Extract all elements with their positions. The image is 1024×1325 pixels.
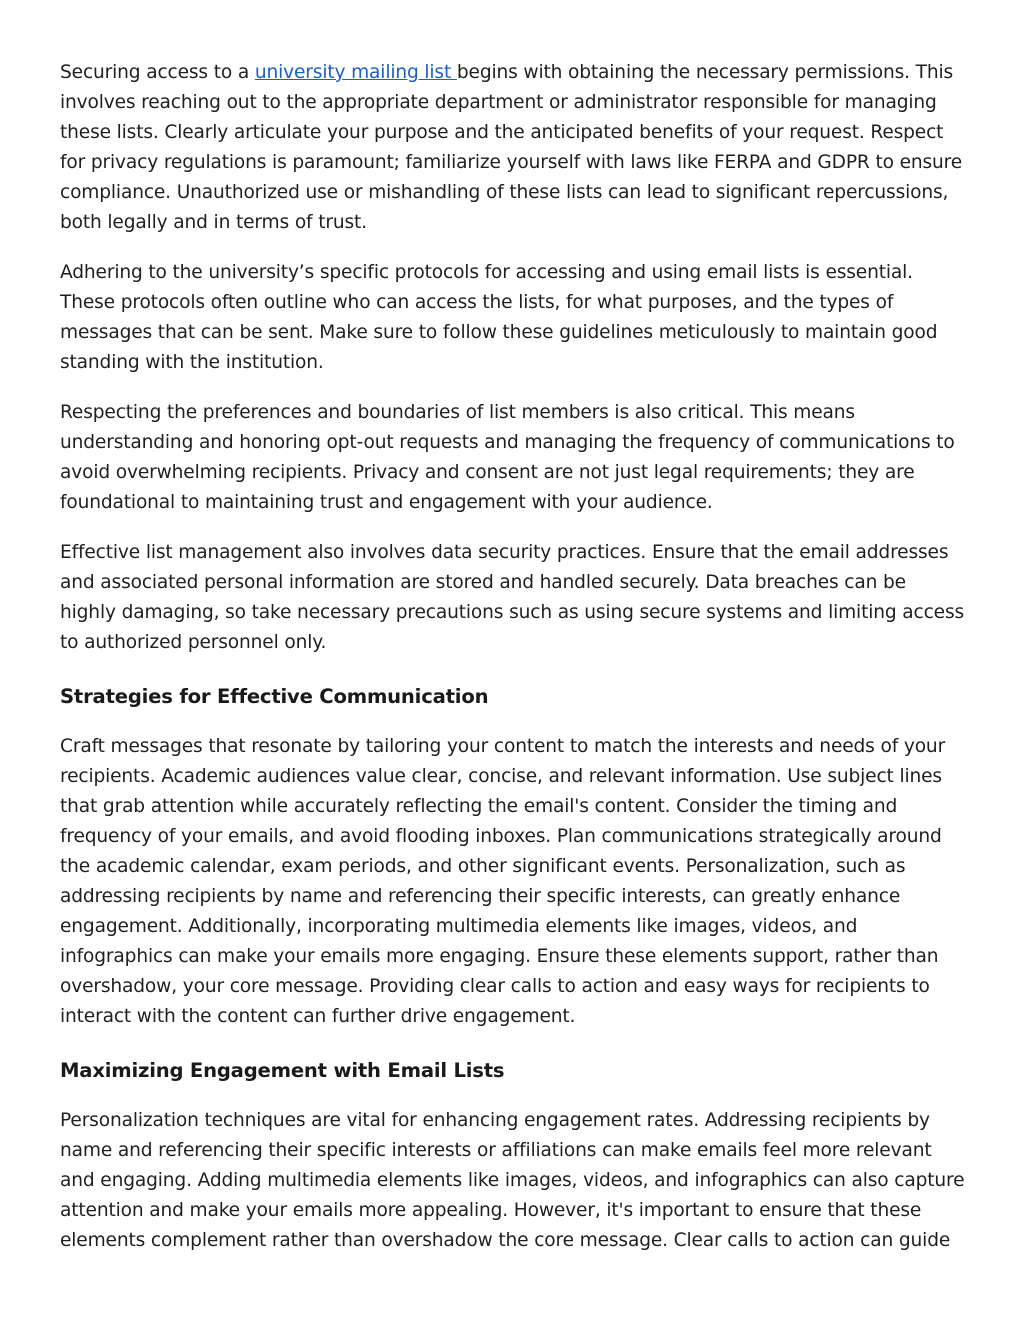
paragraph-protocols: Adhering to the university’s specific protocols for accessing and using email lists is essential. These protocols often outline who can access the lists, for what purposes, and the types of messages that can be sent. Make sure to follow these guidelines meticulously to maintain good standing with the institution. [60,262,938,373]
article-body [60,58,966,1276]
paragraph-preferences: Respecting the preferences and boundaries of list members is also critical. This means understanding and honoring opt-out requests and managing the frequency of communications to avoid overwhelming recipients. Privacy and consent are not just legal requirements; they are foundational to maintaining trust and engagement with your audience. [60,402,955,513]
heading-strategies: Strategies for Effective Communication [60,685,489,708]
paragraph-text: Securing access to a [60,62,255,83]
paragraph-craft-messages: Craft messages that resonate by tailoring your content to match the interests and needs of your recipients. Academic audiences value clear, concise, and relevant information. Use subject lines that grab attention while accurately reflecting the email's content. Consider the timing and frequency of your emails, and avoid flooding inboxes. Plan communications strategically around the academic calendar, exam periods, and other significant events. Personalization, such as addressing recipients by name and referencing their specific interests, can greatly enhance engagement. Additionally, incorporating multimedia elements like images, videos, and infographics can make your emails more engaging. Ensure these elements support, rather than overshadow, your core message. Providing clear calls to action and easy ways for recipients to interact with the content can further drive engagement. [60,736,946,1027]
university-mailing-list-link[interactable]: university mailing list [254,62,457,83]
paragraph-text: begins with obtaining the necessary permissions. This involves reaching out to the appropriate department or administrator responsible for managing these lists. Clearly articulate your purpose and the anticipated benefits of your request. Respect for privacy regulations is paramount; familiarize yourself with laws like FERPA and GDPR to ensure compliance. Unauthorized use or mishandling of these lists can lead to significant repercussions, both legally and in terms of trust. [60,62,963,233]
paragraph-access-permissions [60,58,966,238]
paragraph-personalization: Personalization techniques are vital for enhancing engagement rates. Addressing recipients by name and referencing their specific interests or affiliations can make emails feel more relevant and engaging. Adding multimedia elements like images, videos, and infographics can also capture attention and make your emails more appealing. However, it's important to ensure that these elements complement rather than overshadow the core message. Clear calls to action can guide [60,1110,965,1251]
heading-maximizing-engagement: Maximizing Engagement with Email Lists [60,1059,505,1082]
paragraph-data-security: Effective list management also involves data security practices. Ensure that the email addresses and associated personal information are stored and handled securely. Data breaches can be highly damaging, so take necessary precautions such as using secure systems and limiting access to authorized personnel only. [60,542,965,653]
